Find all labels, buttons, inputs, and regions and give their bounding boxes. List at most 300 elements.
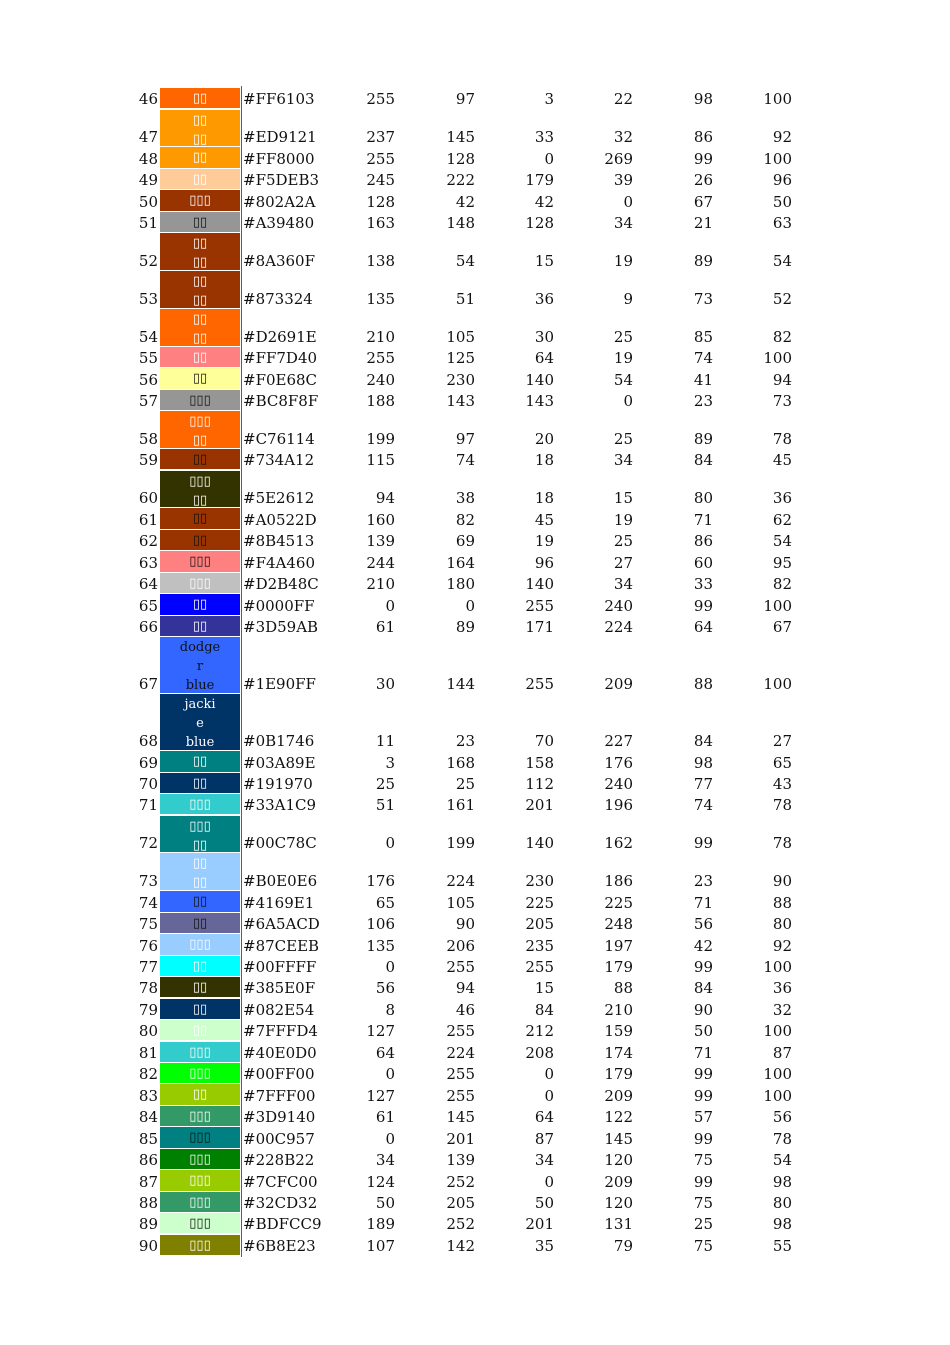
red-value: 64 (375, 1043, 395, 1062)
hex-code: #F0E68C (243, 370, 318, 389)
lightness-value: 100 (763, 1086, 792, 1105)
green-value: 255 (446, 958, 475, 977)
hex-code: #082E54 (243, 1000, 315, 1019)
color-name: ▯▯▯ (189, 1130, 211, 1146)
row-number: 70 (138, 774, 158, 793)
red-value: 139 (366, 532, 395, 551)
saturation-value: 84 (693, 732, 713, 751)
saturation-value: 77 (693, 774, 713, 793)
red-value: 50 (375, 1193, 395, 1212)
blue-value: 64 (534, 1108, 554, 1127)
color-name: ▯▯ (192, 980, 208, 996)
blue-value: 15 (534, 251, 554, 270)
color-name: ▯▯ ▯▯ (192, 236, 208, 271)
hue-value: 39 (613, 171, 633, 190)
hue-value: 227 (604, 732, 633, 751)
color-name: ▯▯▯ (189, 1173, 211, 1189)
color-swatch (160, 390, 240, 411)
blue-value: 179 (525, 171, 554, 190)
hex-code: #6B8E23 (243, 1236, 316, 1255)
lightness-value: 80 (772, 1193, 792, 1212)
table-row (0, 110, 950, 148)
color-name: ▯▯ (192, 171, 208, 187)
hex-code: #5E2612 (243, 489, 315, 508)
blue-value: 255 (525, 675, 554, 694)
red-value: 210 (366, 327, 395, 346)
saturation-value: 23 (693, 872, 713, 891)
hue-value: 179 (604, 958, 633, 977)
row-number: 78 (138, 979, 158, 998)
color-name: ▯▯ (192, 597, 208, 613)
saturation-value: 74 (693, 349, 713, 368)
hue-value: 159 (604, 1022, 633, 1041)
row-number: 65 (138, 596, 158, 615)
hex-code: #FF8000 (243, 149, 315, 168)
row-number: 63 (138, 553, 158, 572)
green-value: 90 (455, 915, 475, 934)
lightness-value: 88 (772, 893, 792, 912)
row-number: 71 (138, 796, 158, 815)
green-value: 255 (446, 1065, 475, 1084)
red-value: 138 (366, 251, 395, 270)
lightness-value: 94 (772, 370, 792, 389)
color-swatch (160, 1020, 240, 1041)
color-swatch (160, 368, 240, 389)
color-name: ▯▯ (192, 1087, 208, 1103)
saturation-value: 42 (693, 936, 713, 955)
blue-value: 208 (525, 1043, 554, 1062)
red-value: 127 (366, 1022, 395, 1041)
red-value: 199 (366, 430, 395, 449)
red-value: 3 (385, 753, 395, 772)
table-row (0, 934, 950, 955)
row-number: 85 (138, 1129, 158, 1148)
hex-code: #A0522D (243, 510, 317, 529)
row-number: 79 (138, 1000, 158, 1019)
lightness-value: 52 (772, 289, 792, 308)
color-name: ▯▯ ▯▯ (192, 856, 208, 891)
lightness-value: 36 (772, 489, 792, 508)
color-swatch (160, 471, 240, 509)
saturation-value: 99 (693, 834, 713, 853)
color-swatch (160, 147, 240, 168)
color-swatch (160, 934, 240, 955)
hue-value: 186 (604, 872, 633, 891)
blue-value: 255 (525, 596, 554, 615)
table-row (0, 977, 950, 998)
red-value: 34 (375, 1151, 395, 1170)
lightness-value: 54 (772, 1151, 792, 1170)
saturation-value: 90 (693, 1000, 713, 1019)
lightness-value: 78 (772, 430, 792, 449)
row-number: 61 (138, 510, 158, 529)
saturation-value: 71 (693, 510, 713, 529)
red-value: 65 (375, 893, 395, 912)
green-value: 125 (446, 349, 475, 368)
color-swatch (160, 449, 240, 470)
color-name: ▯▯ (192, 894, 208, 910)
blue-value: 140 (525, 575, 554, 594)
table-row (0, 508, 950, 529)
saturation-value: 60 (693, 553, 713, 572)
lightness-value: 36 (772, 979, 792, 998)
blue-value: 18 (534, 451, 554, 470)
green-value: 252 (446, 1215, 475, 1234)
color-swatch (160, 347, 240, 368)
hue-value: 122 (604, 1108, 633, 1127)
hue-value: 240 (604, 596, 633, 615)
table-row (0, 88, 950, 109)
red-value: 176 (366, 872, 395, 891)
lightness-value: 95 (772, 553, 792, 572)
green-value: 224 (446, 1043, 475, 1062)
row-number: 52 (138, 251, 158, 270)
lightness-value: 92 (772, 128, 792, 147)
table-row (0, 309, 950, 347)
table-row (0, 999, 950, 1020)
red-value: 25 (375, 774, 395, 793)
red-value: 30 (375, 675, 395, 694)
row-number: 73 (138, 872, 158, 891)
red-value: 240 (366, 370, 395, 389)
green-value: 145 (446, 128, 475, 147)
table-row (0, 449, 950, 470)
saturation-value: 71 (693, 1043, 713, 1062)
blue-value: 35 (534, 1236, 554, 1255)
color-swatch (160, 773, 240, 794)
saturation-value: 98 (693, 753, 713, 772)
saturation-value: 85 (693, 327, 713, 346)
column-divider (241, 86, 242, 1257)
saturation-value: 56 (693, 915, 713, 934)
hex-code: #0000FF (243, 596, 315, 615)
table-row (0, 816, 950, 854)
lightness-value: 45 (772, 451, 792, 470)
hex-code: #3D9140 (243, 1108, 316, 1127)
hue-value: 19 (613, 251, 633, 270)
color-name: ▯▯▯ (189, 1065, 211, 1081)
row-number: 47 (138, 128, 158, 147)
saturation-value: 99 (693, 1172, 713, 1191)
color-name: ▯▯ ▯▯ (192, 274, 208, 308)
blue-value: 205 (525, 915, 554, 934)
lightness-value: 100 (763, 149, 792, 168)
saturation-value: 75 (693, 1236, 713, 1255)
hex-code: #00FF00 (243, 1065, 315, 1084)
saturation-value: 99 (693, 149, 713, 168)
green-value: 139 (446, 1151, 475, 1170)
color-swatch (160, 816, 240, 854)
hue-value: 9 (623, 289, 633, 308)
hex-code: #802A2A (243, 192, 316, 211)
row-number: 68 (138, 732, 158, 751)
color-name: ▯▯ (192, 452, 208, 468)
green-value: 143 (446, 392, 475, 411)
saturation-value: 25 (693, 1215, 713, 1234)
green-value: 97 (455, 90, 475, 109)
color-name: ▯▯▯ (189, 797, 211, 813)
row-number: 89 (138, 1215, 158, 1234)
blue-value: 235 (525, 936, 554, 955)
green-value: 161 (446, 796, 475, 815)
color-name: ▯▯ (192, 775, 208, 791)
color-swatch (160, 110, 240, 148)
table-row (0, 1106, 950, 1127)
table-row (0, 347, 950, 368)
color-name: ▯▯▯ (189, 1151, 211, 1167)
color-swatch (160, 1127, 240, 1148)
blue-value: 255 (525, 958, 554, 977)
green-value: 255 (446, 1086, 475, 1105)
table-row (0, 411, 950, 449)
red-value: 0 (385, 958, 395, 977)
hue-value: 210 (604, 1000, 633, 1019)
red-value: 94 (375, 489, 395, 508)
row-number: 69 (138, 753, 158, 772)
hex-code: #6A5ACD (243, 915, 320, 934)
green-value: 46 (455, 1000, 475, 1019)
row-number: 64 (138, 575, 158, 594)
green-value: 94 (455, 979, 475, 998)
red-value: 189 (366, 1215, 395, 1234)
hex-code: #F5DEB3 (243, 171, 320, 190)
saturation-value: 98 (693, 90, 713, 109)
hex-code: #32CD32 (243, 1193, 318, 1212)
color-name: ▯▯▯ (189, 554, 211, 570)
hue-value: 120 (604, 1151, 633, 1170)
blue-value: 36 (534, 289, 554, 308)
red-value: 255 (366, 149, 395, 168)
color-name: ▯▯ (192, 1023, 208, 1038)
red-value: 11 (375, 732, 395, 751)
lightness-value: 98 (772, 1172, 792, 1191)
table-row (0, 1084, 950, 1105)
hex-code: #00FFFF (243, 958, 317, 977)
lightness-value: 32 (772, 1000, 792, 1019)
table-row (0, 1020, 950, 1041)
color-name: ▯▯ (192, 1001, 208, 1017)
hue-value: 174 (604, 1043, 633, 1062)
row-number: 72 (138, 834, 158, 853)
blue-value: 140 (525, 370, 554, 389)
blue-value: 230 (525, 872, 554, 891)
color-swatch (160, 1192, 240, 1213)
blue-value: 30 (534, 327, 554, 346)
table-row (0, 169, 950, 190)
row-number: 60 (138, 489, 158, 508)
hue-value: 225 (604, 893, 633, 912)
blue-value: 225 (525, 893, 554, 912)
green-value: 0 (465, 596, 475, 615)
red-value: 124 (366, 1172, 395, 1191)
saturation-value: 73 (693, 289, 713, 308)
color-name: jacki e blue (184, 697, 216, 751)
hex-code: #7FFFD4 (243, 1022, 318, 1041)
color-swatch (160, 573, 240, 594)
table-row (0, 913, 950, 934)
hue-value: 179 (604, 1065, 633, 1084)
red-value: 8 (385, 1000, 395, 1019)
hex-code: #FF6103 (243, 90, 315, 109)
green-value: 89 (455, 618, 475, 637)
green-value: 142 (446, 1236, 475, 1255)
row-number: 51 (138, 214, 158, 233)
table-row (0, 616, 950, 637)
color-name: ▯▯ (192, 754, 208, 770)
saturation-value: 71 (693, 893, 713, 912)
hex-code: #1E90FF (243, 675, 316, 694)
hue-value: 34 (613, 575, 633, 594)
color-swatch (160, 1042, 240, 1063)
hex-code: #FF7D40 (243, 349, 318, 368)
red-value: 135 (366, 936, 395, 955)
table-row (0, 212, 950, 233)
color-swatch (160, 1213, 240, 1234)
lightness-value: 100 (763, 349, 792, 368)
table-row (0, 233, 950, 271)
color-name: ▯▯ (192, 349, 208, 365)
hue-value: 248 (604, 915, 633, 934)
color-name: ▯▯ ▯▯ (192, 311, 208, 346)
row-number: 46 (138, 90, 158, 109)
row-number: 86 (138, 1151, 158, 1170)
lightness-value: 54 (772, 532, 792, 551)
green-value: 168 (446, 753, 475, 772)
lightness-value: 55 (772, 1236, 792, 1255)
table-row (0, 773, 950, 794)
hex-code: #D2691E (243, 327, 317, 346)
hex-code: #8B4513 (243, 532, 315, 551)
color-name: ▯▯ (192, 915, 208, 931)
color-swatch (160, 1106, 240, 1127)
lightness-value: 65 (772, 753, 792, 772)
color-name: ▯▯▯ (189, 1194, 211, 1210)
red-value: 237 (366, 128, 395, 147)
color-name: ▯▯▯ (189, 937, 211, 953)
hex-code: #B0E0E6 (243, 872, 318, 891)
red-value: 0 (385, 1129, 395, 1148)
saturation-value: 80 (693, 489, 713, 508)
red-value: 107 (366, 1236, 395, 1255)
hue-value: 25 (613, 327, 633, 346)
lightness-value: 63 (772, 214, 792, 233)
saturation-value: 57 (693, 1108, 713, 1127)
color-name: ▯▯▯ ▯▯ (189, 414, 211, 449)
hex-code: #F4A460 (243, 553, 315, 572)
row-number: 74 (138, 893, 158, 912)
hex-code: #40E0D0 (243, 1043, 317, 1062)
table-row (0, 751, 950, 772)
red-value: 255 (366, 349, 395, 368)
color-name: dodge r blue (179, 640, 221, 694)
blue-value: 84 (534, 1000, 554, 1019)
table-row (0, 694, 950, 751)
saturation-value: 99 (693, 1129, 713, 1148)
hex-code: #7FFF00 (243, 1086, 316, 1105)
hue-value: 19 (613, 510, 633, 529)
color-swatch (160, 1149, 240, 1170)
lightness-value: 67 (772, 618, 792, 637)
hex-code: #BC8F8F (243, 392, 319, 411)
red-value: 106 (366, 915, 395, 934)
green-value: 51 (455, 289, 475, 308)
red-value: 128 (366, 192, 395, 211)
hue-value: 34 (613, 214, 633, 233)
blue-value: 87 (534, 1129, 554, 1148)
hex-code: #8A360F (243, 251, 315, 270)
lightness-value: 82 (772, 575, 792, 594)
red-value: 163 (366, 214, 395, 233)
lightness-value: 73 (772, 392, 792, 411)
green-value: 222 (446, 171, 475, 190)
red-value: 56 (375, 979, 395, 998)
row-number: 84 (138, 1108, 158, 1127)
red-value: 0 (385, 834, 395, 853)
hex-code: #A39480 (243, 214, 315, 233)
row-number: 59 (138, 451, 158, 470)
row-number: 56 (138, 370, 158, 389)
color-name: ▯▯▯ ▯▯ (189, 818, 211, 853)
row-number: 87 (138, 1172, 158, 1191)
saturation-value: 99 (693, 958, 713, 977)
hue-value: 131 (604, 1215, 633, 1234)
green-value: 97 (455, 430, 475, 449)
table-row (0, 471, 950, 509)
saturation-value: 74 (693, 796, 713, 815)
table-row (0, 637, 950, 694)
color-swatch (160, 616, 240, 637)
color-swatch (160, 233, 240, 271)
color-swatch (160, 977, 240, 998)
hue-value: 22 (613, 90, 633, 109)
row-number: 88 (138, 1193, 158, 1212)
hex-code: #C76114 (243, 430, 315, 449)
color-swatch (160, 999, 240, 1020)
green-value: 54 (455, 251, 475, 270)
saturation-value: 75 (693, 1193, 713, 1212)
red-value: 255 (366, 90, 395, 109)
hex-code: #00C78C (243, 834, 317, 853)
color-swatch (160, 637, 240, 694)
table-row (0, 1213, 950, 1234)
green-value: 74 (455, 451, 475, 470)
hue-value: 209 (604, 675, 633, 694)
blue-value: 201 (525, 1215, 554, 1234)
color-swatch (160, 190, 240, 211)
hue-value: 145 (604, 1129, 633, 1148)
lightness-value: 90 (772, 872, 792, 891)
hex-code: #00C957 (243, 1129, 315, 1148)
blue-value: 18 (534, 489, 554, 508)
blue-value: 3 (544, 90, 554, 109)
saturation-value: 99 (693, 1065, 713, 1084)
blue-value: 212 (525, 1022, 554, 1041)
row-number: 67 (138, 675, 158, 694)
hue-value: 54 (613, 370, 633, 389)
green-value: 224 (446, 872, 475, 891)
green-value: 105 (446, 327, 475, 346)
table-row (0, 573, 950, 594)
blue-value: 34 (534, 1151, 554, 1170)
color-name: ▯▯ (192, 150, 208, 166)
saturation-value: 64 (693, 618, 713, 637)
color-name: ▯▯▯ (189, 193, 211, 209)
blue-value: 50 (534, 1193, 554, 1212)
hue-value: 34 (613, 451, 633, 470)
color-swatch (160, 794, 240, 815)
color-swatch (160, 956, 240, 977)
lightness-value: 43 (772, 774, 792, 793)
